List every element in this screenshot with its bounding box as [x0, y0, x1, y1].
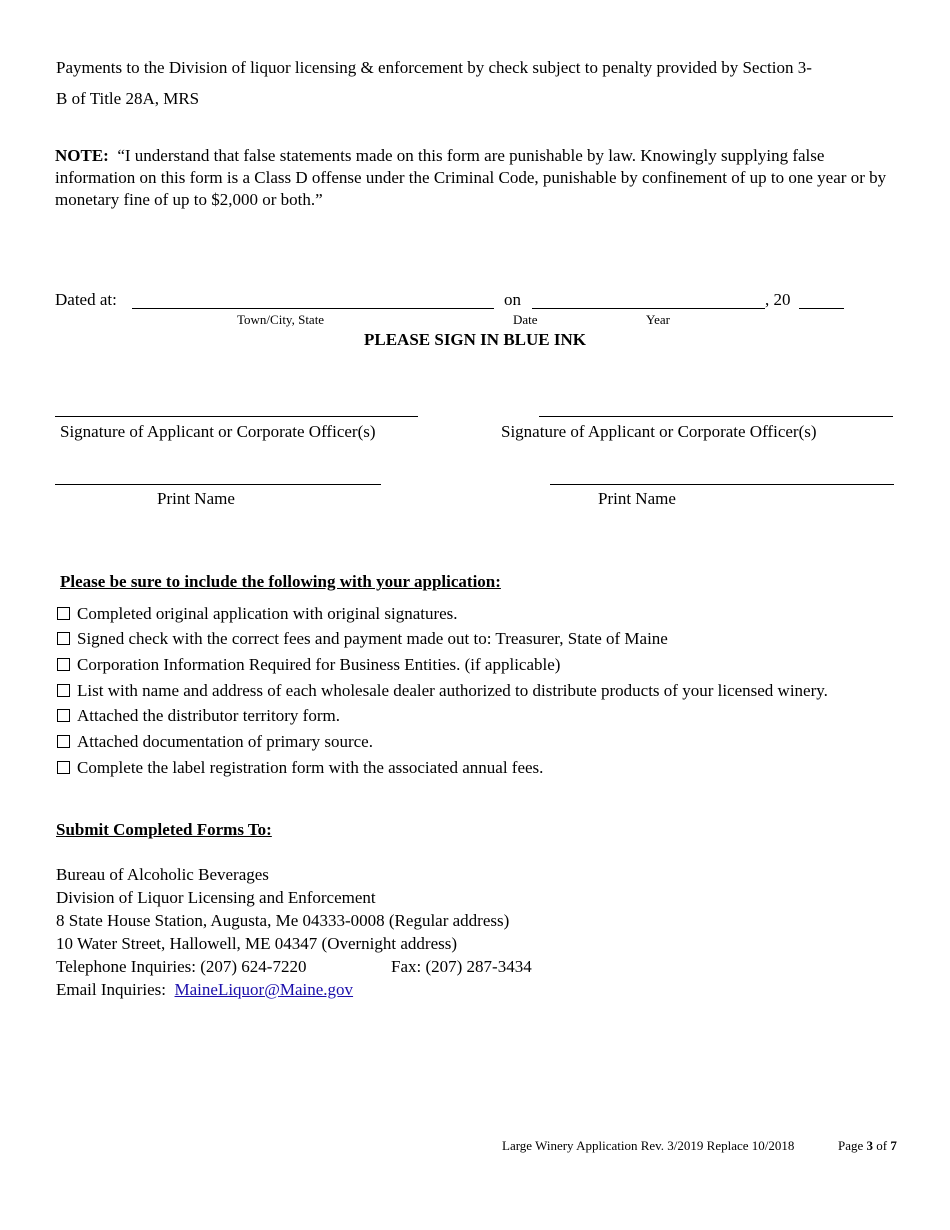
payments-line-2: B of Title 28A, MRS: [56, 89, 200, 108]
fax-line: Fax: (207) 287-3434: [391, 957, 532, 976]
town-city-field[interactable]: [132, 290, 494, 309]
print-name-caption-right: Print Name: [598, 489, 676, 508]
checklist-item[interactable]: Attached documentation of primary source.: [57, 732, 373, 752]
print-name-caption-left: Print Name: [157, 489, 235, 508]
checklist-item[interactable]: Attached the distributor territory form.: [57, 706, 340, 726]
checkbox[interactable]: [57, 632, 70, 645]
address-line: Bureau of Alcoholic Beverages: [56, 865, 269, 884]
print-name-line-left[interactable]: [55, 466, 381, 485]
signature-caption-left: Signature of Applicant or Corporate Officer(s): [60, 422, 376, 441]
town-caption: Town/City, State: [237, 312, 325, 327]
email-label: Email Inquiries:: [56, 980, 167, 999]
checkbox[interactable]: [57, 735, 70, 748]
checkbox[interactable]: [57, 658, 70, 671]
note-paragraph: [55, 145, 897, 211]
checkbox[interactable]: [57, 709, 70, 722]
checklist-item[interactable]: List with name and address of each wholesale dealer authorized to distribute products of your licensed winery.: [57, 681, 828, 701]
submit-heading: Submit Completed Forms To:: [56, 820, 272, 839]
email-link[interactable]: MaineLiquor@Maine.gov: [174, 980, 354, 999]
sign-notice: PLEASE SIGN IN BLUE INK: [363, 330, 586, 349]
address-line: Division of Liquor Licensing and Enforcement: [56, 888, 376, 907]
checklist-heading: Please be sure to include the following with your application:: [60, 572, 501, 591]
address-line: 10 Water Street, Hallowell, ME 04347 (Overnight address): [56, 934, 458, 953]
checklist-item[interactable]: Complete the label registration form with the associated annual fees.: [57, 758, 543, 778]
date-caption: Date: [513, 312, 538, 327]
date-field[interactable]: [532, 290, 765, 309]
address-line: 8 State House Station, Augusta, Me 04333-0008 (Regular address): [56, 911, 510, 930]
checkbox[interactable]: [57, 684, 70, 697]
checklist-item[interactable]: Corporation Information Required for Business Entities. (if applicable): [57, 655, 560, 675]
checklist-item[interactable]: Completed original application with original signatures.: [57, 604, 458, 624]
checkbox[interactable]: [57, 761, 70, 774]
year-field[interactable]: [799, 290, 844, 309]
checklist-item[interactable]: Signed check with the correct fees and payment made out to: Treasurer, State of Maine: [57, 629, 668, 649]
print-name-line-right[interactable]: [550, 466, 894, 485]
note-text: “I understand that false statements made on this form are punishable by law. Knowingly supplying false information on this form is a Class D offense under the Criminal Code, punishable by confinement of up to one year or by monetary fine of up to $2,000 or both.”: [55, 146, 887, 209]
payments-line-1: Payments to the Division of liquor licensing & enforcement by check subject to penalty provided by Section 3-: [56, 58, 812, 77]
year-caption: Year: [646, 312, 670, 327]
form-revision: Large Winery Application Rev. 3/2019 Replace 10/2018: [502, 1138, 795, 1153]
dated-label: Dated at:: [55, 290, 117, 309]
page-number: Page 3 of 7: [838, 1138, 897, 1153]
year-prefix: , 20: [765, 290, 791, 309]
email-line: [56, 980, 353, 1000]
signature-caption-right: Signature of Applicant or Corporate Officer(s): [501, 422, 817, 441]
telephone-line: Telephone Inquiries: (207) 624-7220: [56, 957, 307, 976]
checkbox[interactable]: [57, 607, 70, 620]
note-label: NOTE:: [55, 146, 109, 165]
signature-line-left[interactable]: [55, 398, 418, 417]
on-label: on: [504, 290, 521, 309]
signature-line-right[interactable]: [539, 398, 893, 417]
